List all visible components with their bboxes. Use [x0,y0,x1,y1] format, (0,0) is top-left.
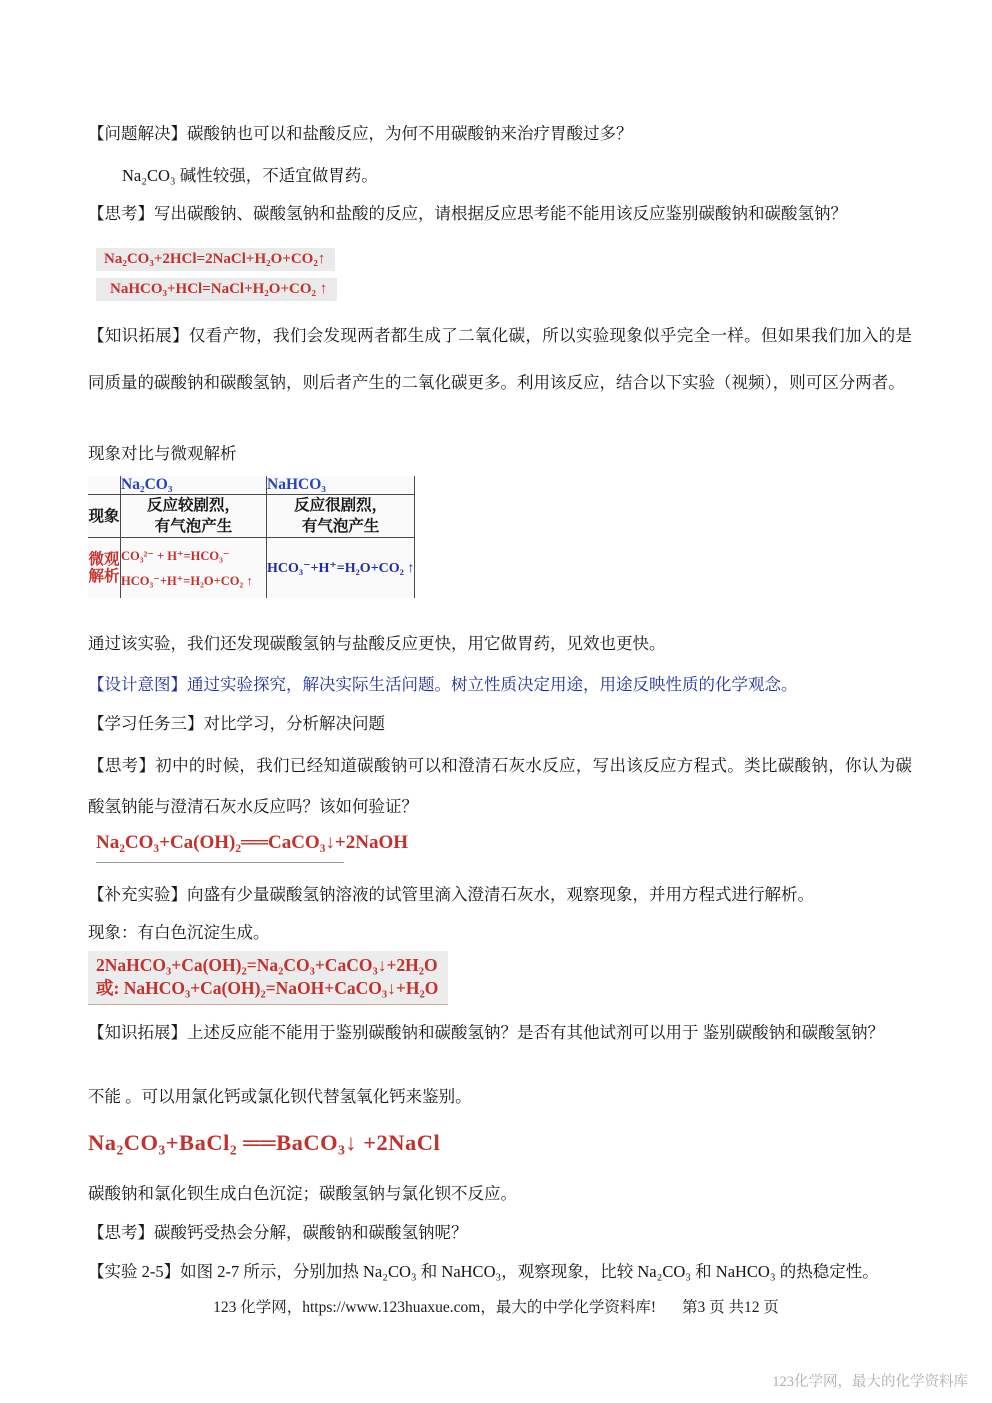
phenomenon-na2co3-line1: 反应较剧烈， [146,497,240,514]
design-intent-paragraph: 【设计意图】通过实验探究，解决实际生活问题。树立性质决定用途，用途反映性质的化学观念。 [88,675,798,694]
think-hcl-paragraph: 【思考】写出碳酸钠、碳酸氢钠和盐酸的反应，请根据反应思考能不能用该反应鉴别碳酸钠和碳酸氢钠？ [88,204,847,223]
equation-box-caoh [88,951,448,1005]
phenomenon-na2co3-line2: 有气泡产生 [154,518,233,535]
bacl2-note-paragraph: 碳酸钠和氯化钡生成白色沉淀；碳酸氢钠与氯化钡不反应。 [88,1184,517,1203]
micro-na2co3-cell [121,538,267,599]
task3-paragraph: 【学习任务三】对比学习，分析解决问题 [88,714,385,733]
table-row-micro [88,538,415,599]
phenomenon-na2co3-cell [121,495,267,538]
equation-caoh-underline [96,862,344,863]
micro-na2co3-eq2: HCO₃⁻+H⁺=H₂O+CO₂ ↑ [121,573,253,588]
phenomenon-nahco3-line1: 反应很剧烈， [294,497,388,514]
phenomenon-nahco3-line2: 有气泡产生 [301,518,380,535]
knowledge-expand-2-paragraph: 【知识拓展】上述反应能不能用于鉴别碳酸钠和碳酸氢钠？是否有其他试剂可以用于 鉴别碳酸钠和碳酸氢钠？ [88,1023,885,1042]
supplement-paragraph: 【补充实验】向盛有少量碳酸氢钠溶液的试管里滴入澄清石灰水，观察现象，并用方程式进行解析。 [88,885,814,904]
experiment-2-5-paragraph: 【实验 2-5】如图 2-7 所示，分别加热 Na₂CO₃ 和 NaHCO₃，观察现象，比较 Na₂CO₃ 和 NaHCO₃ 的热稳定性。 [88,1262,879,1281]
micro-row-label: 微观解析 [88,551,120,585]
table-header-nahco3: NaHCO₃ [267,476,415,495]
comparison-table [88,476,415,598]
problem-solving-paragraph: 【问题解决】碳酸钠也可以和盐酸反应，为何不用碳酸钠来治疗胃酸过多？ [88,124,633,143]
table-header-na2co3: Na₂CO₃ [121,476,267,495]
table-row-phenomenon [88,495,415,538]
think-lime-paragraph: 【思考】初中的时候，我们已经知道碳酸钠可以和澄清石灰水反应，写出该反应方程式。类比碳酸钠，你认为碳酸氢钠能与澄清石灰水反应吗？该如何验证？ [88,756,912,816]
phenomenon-nahco3-cell [267,495,415,538]
problem-answer-paragraph: Na₂CO₃ 碱性较强，不适宜做胃药。 [122,166,378,185]
watermark-text: 123化学网，最大的化学资料库 [772,1374,968,1390]
equation-na2co3-hcl-text: Na₂CO₃+2HCl=2NaCl+H₂O+CO₂↑ [96,248,335,271]
table-corner-cell [88,476,121,495]
comparison-title: 现象对比与微观解析 [88,444,237,463]
micro-na2co3-eq1: CO₃²⁻ + H⁺=HCO₃⁻ [121,548,230,563]
equation-box-line1: 2NaHCO₃+Ca(OH)₂=Na₂CO₃+CaCO₃↓+2H₂O [96,955,438,975]
think-heat-paragraph: 【思考】碳酸钙受热会分解，碳酸钠和碳酸氢钠呢？ [88,1223,468,1242]
equation-nahco3-hcl [96,278,337,301]
equation-bacl2: Na₂CO₃+BaCl₂ ══BaCO₃↓ +2NaCl [88,1130,441,1155]
page-footer [0,1295,992,1317]
equation-caoh: Na₂CO₃+Ca(OH)₂══CaCO₃↓+2NaOH [96,832,409,853]
phenomenon-row-label: 现象 [88,495,121,538]
equation-na2co3-hcl [96,248,335,271]
equation-box-line2: 或: NaHCO₃+Ca(OH)₂=NaOH+CaCO₃↓+H₂O [96,978,439,998]
footer-page-number: 第3 页 共12 页 [681,1299,779,1316]
equation-nahco3-hcl-text: NaHCO₃+HCl=NaCl+H₂O+CO₂ ↑ [96,278,337,301]
table-header-row [88,476,415,495]
phenomenon-paragraph: 现象：有白色沉淀生成。 [88,923,270,942]
cannot-paragraph: 不能 。可以用氯化钙或氯化钡代替氢氧化钙来鉴别。 [88,1087,472,1106]
micro-nahco3-cell: HCO₃⁻+H⁺=H₂O+CO₂ ↑ [267,538,415,599]
footer-site-text: 123 化学网，https://www.123huaxue.com，最大的中学化学资料库! [213,1299,656,1316]
knowledge-expand-1-paragraph: 【知识拓展】仅看产物，我们会发现两者都生成了二氧化碳，所以实验现象似乎完全一样。但如果我们加入的是同质量的碳酸钠和碳酸氢钠，则后者产生的二氧化碳更多。利用该反应，结合以下实验（视频），则可区分两者。 [88,326,912,392]
after-table-paragraph: 通过该实验，我们还发现碳酸氢钠与盐酸反应更快，用它做胃药，见效也更快。 [88,634,666,653]
